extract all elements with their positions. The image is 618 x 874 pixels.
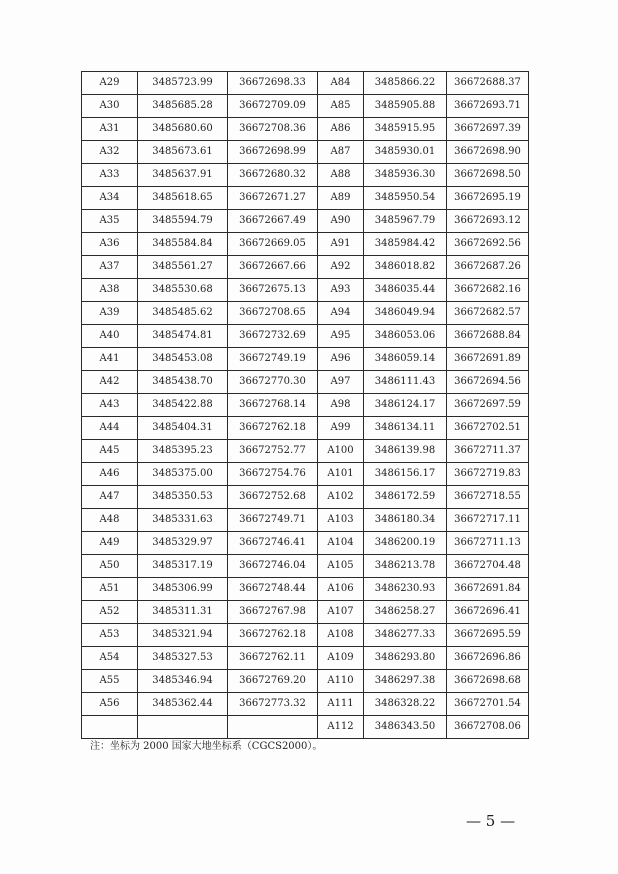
x-coordinate-cell (138, 716, 228, 739)
y-coordinate-cell: 36672708.06 (447, 716, 529, 739)
y-coordinate-cell: 36672695.19 (447, 187, 529, 210)
y-coordinate-cell: 36672691.84 (447, 578, 529, 601)
y-coordinate-cell: 36672698.68 (447, 670, 529, 693)
point-id-cell: A96 (318, 348, 364, 371)
x-coordinate-cell: 3486180.34 (364, 509, 447, 532)
point-id-cell: A94 (318, 302, 364, 325)
y-coordinate-cell: 36672688.84 (447, 325, 529, 348)
point-id-cell: A56 (82, 693, 138, 716)
x-coordinate-cell: 3485866.22 (364, 72, 447, 95)
point-id-cell: A90 (318, 210, 364, 233)
table-row (82, 578, 529, 601)
point-id-cell: A92 (318, 256, 364, 279)
table-row (82, 348, 529, 371)
point-id-cell: A40 (82, 325, 138, 348)
y-coordinate-cell: 36672671.27 (228, 187, 318, 210)
y-coordinate-cell: 36672697.39 (447, 118, 529, 141)
point-id-cell: A39 (82, 302, 138, 325)
y-coordinate-cell: 36672667.66 (228, 256, 318, 279)
x-coordinate-cell: 3486049.94 (364, 302, 447, 325)
table-row (82, 279, 529, 302)
point-id-cell: A111 (318, 693, 364, 716)
y-coordinate-cell: 36672669.05 (228, 233, 318, 256)
point-id-cell: A53 (82, 624, 138, 647)
y-coordinate-cell: 36672767.98 (228, 601, 318, 624)
point-id-cell: A91 (318, 233, 364, 256)
x-coordinate-cell: 3486053.06 (364, 325, 447, 348)
x-coordinate-cell: 3485594.79 (138, 210, 228, 233)
x-coordinate-cell: 3485915.95 (364, 118, 447, 141)
y-coordinate-cell: 36672749.71 (228, 509, 318, 532)
y-coordinate-cell: 36672746.41 (228, 532, 318, 555)
y-coordinate-cell: 36672682.57 (447, 302, 529, 325)
y-coordinate-cell: 36672694.56 (447, 371, 529, 394)
x-coordinate-cell: 3486059.14 (364, 348, 447, 371)
point-id-cell: A54 (82, 647, 138, 670)
table-row (82, 601, 529, 624)
point-id-cell: A34 (82, 187, 138, 210)
point-id-cell: A102 (318, 486, 364, 509)
y-coordinate-cell: 36672698.90 (447, 141, 529, 164)
point-id-cell: A103 (318, 509, 364, 532)
table-row (82, 187, 529, 210)
x-coordinate-cell: 3486134.11 (364, 417, 447, 440)
point-id-cell: A109 (318, 647, 364, 670)
table-row (82, 95, 529, 118)
point-id-cell: A98 (318, 394, 364, 417)
table-row (82, 716, 529, 739)
y-coordinate-cell: 36672711.13 (447, 532, 529, 555)
x-coordinate-cell: 3485561.27 (138, 256, 228, 279)
y-coordinate-cell: 36672762.11 (228, 647, 318, 670)
x-coordinate-cell: 3485346.94 (138, 670, 228, 693)
coordinate-table (81, 71, 529, 739)
y-coordinate-cell: 36672732.69 (228, 325, 318, 348)
point-id-cell: A52 (82, 601, 138, 624)
point-id-cell: A43 (82, 394, 138, 417)
x-coordinate-cell: 3486343.50 (364, 716, 447, 739)
table-row (82, 532, 529, 555)
y-coordinate-cell: 36672718.55 (447, 486, 529, 509)
x-coordinate-cell: 3485930.01 (364, 141, 447, 164)
x-coordinate-cell: 3485395.23 (138, 440, 228, 463)
y-coordinate-cell: 36672769.20 (228, 670, 318, 693)
table-row (82, 555, 529, 578)
y-coordinate-cell: 36672693.12 (447, 210, 529, 233)
y-coordinate-cell: 36672768.14 (228, 394, 318, 417)
x-coordinate-cell: 3485673.61 (138, 141, 228, 164)
x-coordinate-cell: 3486297.38 (364, 670, 447, 693)
point-id-cell: A101 (318, 463, 364, 486)
x-coordinate-cell: 3485317.19 (138, 555, 228, 578)
point-id-cell: A46 (82, 463, 138, 486)
point-id-cell: A38 (82, 279, 138, 302)
y-coordinate-cell: 36672667.49 (228, 210, 318, 233)
x-coordinate-cell: 3485438.70 (138, 371, 228, 394)
table-row (82, 624, 529, 647)
point-id-cell: A29 (82, 72, 138, 95)
y-coordinate-cell: 36672752.68 (228, 486, 318, 509)
point-id-cell (82, 716, 138, 739)
y-coordinate-cell: 36672696.41 (447, 601, 529, 624)
y-coordinate-cell (228, 716, 318, 739)
point-id-cell: A95 (318, 325, 364, 348)
x-coordinate-cell: 3485404.31 (138, 417, 228, 440)
y-coordinate-cell: 36672762.18 (228, 624, 318, 647)
x-coordinate-cell: 3485950.54 (364, 187, 447, 210)
y-coordinate-cell: 36672696.86 (447, 647, 529, 670)
y-coordinate-cell: 36672682.16 (447, 279, 529, 302)
x-coordinate-cell: 3485321.94 (138, 624, 228, 647)
y-coordinate-cell: 36672680.32 (228, 164, 318, 187)
point-id-cell: A112 (318, 716, 364, 739)
table-row (82, 693, 529, 716)
table-row (82, 440, 529, 463)
table-row (82, 486, 529, 509)
y-coordinate-cell: 36672708.65 (228, 302, 318, 325)
table-row (82, 233, 529, 256)
x-coordinate-cell: 3486035.44 (364, 279, 447, 302)
point-id-cell: A49 (82, 532, 138, 555)
x-coordinate-cell: 3485311.31 (138, 601, 228, 624)
point-id-cell: A85 (318, 95, 364, 118)
point-id-cell: A106 (318, 578, 364, 601)
x-coordinate-cell: 3485350.53 (138, 486, 228, 509)
point-id-cell: A33 (82, 164, 138, 187)
y-coordinate-cell: 36672698.33 (228, 72, 318, 95)
y-coordinate-cell: 36672691.89 (447, 348, 529, 371)
point-id-cell: A50 (82, 555, 138, 578)
x-coordinate-cell: 3485618.65 (138, 187, 228, 210)
x-coordinate-cell: 3485905.88 (364, 95, 447, 118)
point-id-cell: A84 (318, 72, 364, 95)
table-row (82, 256, 529, 279)
y-coordinate-cell: 36672749.19 (228, 348, 318, 371)
table-row (82, 371, 529, 394)
point-id-cell: A110 (318, 670, 364, 693)
y-coordinate-cell: 36672692.56 (447, 233, 529, 256)
table-row (82, 141, 529, 164)
x-coordinate-cell: 3485375.00 (138, 463, 228, 486)
point-id-cell: A42 (82, 371, 138, 394)
x-coordinate-cell: 3486277.33 (364, 624, 447, 647)
x-coordinate-cell: 3485984.42 (364, 233, 447, 256)
y-coordinate-cell: 36672695.59 (447, 624, 529, 647)
x-coordinate-cell: 3485680.60 (138, 118, 228, 141)
point-id-cell: A108 (318, 624, 364, 647)
point-id-cell: A31 (82, 118, 138, 141)
table-row (82, 72, 529, 95)
point-id-cell: A99 (318, 417, 364, 440)
x-coordinate-cell: 3486156.17 (364, 463, 447, 486)
x-coordinate-cell: 3485637.91 (138, 164, 228, 187)
y-coordinate-cell: 36672762.18 (228, 417, 318, 440)
point-id-cell: A35 (82, 210, 138, 233)
point-id-cell: A89 (318, 187, 364, 210)
y-coordinate-cell: 36672770.30 (228, 371, 318, 394)
point-id-cell: A87 (318, 141, 364, 164)
table-row (82, 210, 529, 233)
point-id-cell: A104 (318, 532, 364, 555)
x-coordinate-cell: 3485453.08 (138, 348, 228, 371)
table-row (82, 509, 529, 532)
point-id-cell: A37 (82, 256, 138, 279)
y-coordinate-cell: 36672711.37 (447, 440, 529, 463)
x-coordinate-cell: 3486200.19 (364, 532, 447, 555)
y-coordinate-cell: 36672698.99 (228, 141, 318, 164)
y-coordinate-cell: 36672773.32 (228, 693, 318, 716)
point-id-cell: A107 (318, 601, 364, 624)
x-coordinate-cell: 3485723.99 (138, 72, 228, 95)
x-coordinate-cell: 3486111.43 (364, 371, 447, 394)
point-id-cell: A55 (82, 670, 138, 693)
x-coordinate-cell: 3486328.22 (364, 693, 447, 716)
point-id-cell: A88 (318, 164, 364, 187)
table-row (82, 302, 529, 325)
x-coordinate-cell: 3485530.68 (138, 279, 228, 302)
x-coordinate-cell: 3486124.17 (364, 394, 447, 417)
y-coordinate-cell: 36672693.71 (447, 95, 529, 118)
y-coordinate-cell: 36672675.13 (228, 279, 318, 302)
point-id-cell: A51 (82, 578, 138, 601)
table-row (82, 417, 529, 440)
point-id-cell: A47 (82, 486, 138, 509)
point-id-cell: A48 (82, 509, 138, 532)
x-coordinate-cell: 3485422.88 (138, 394, 228, 417)
y-coordinate-cell: 36672688.37 (447, 72, 529, 95)
point-id-cell: A97 (318, 371, 364, 394)
y-coordinate-cell: 36672746.04 (228, 555, 318, 578)
coordinate-system-note: 注：坐标为 2000 国家大地坐标系（CGCS2000）。 (90, 741, 323, 752)
y-coordinate-cell: 36672719.83 (447, 463, 529, 486)
y-coordinate-cell: 36672704.48 (447, 555, 529, 578)
y-coordinate-cell: 36672702.51 (447, 417, 529, 440)
point-id-cell: A41 (82, 348, 138, 371)
table-row (82, 647, 529, 670)
y-coordinate-cell: 36672717.11 (447, 509, 529, 532)
x-coordinate-cell: 3485485.62 (138, 302, 228, 325)
table-row (82, 463, 529, 486)
point-id-cell: A105 (318, 555, 364, 578)
x-coordinate-cell: 3486018.82 (364, 256, 447, 279)
y-coordinate-cell: 36672698.50 (447, 164, 529, 187)
point-id-cell: A100 (318, 440, 364, 463)
x-coordinate-cell: 3485327.53 (138, 647, 228, 670)
x-coordinate-cell: 3485331.63 (138, 509, 228, 532)
x-coordinate-cell: 3485685.28 (138, 95, 228, 118)
table-row (82, 118, 529, 141)
x-coordinate-cell: 3486213.78 (364, 555, 447, 578)
table-row (82, 670, 529, 693)
x-coordinate-cell: 3485329.97 (138, 532, 228, 555)
x-coordinate-cell: 3486258.27 (364, 601, 447, 624)
y-coordinate-cell: 36672752.77 (228, 440, 318, 463)
y-coordinate-cell: 36672709.09 (228, 95, 318, 118)
y-coordinate-cell: 36672754.76 (228, 463, 318, 486)
x-coordinate-cell: 3486172.59 (364, 486, 447, 509)
x-coordinate-cell: 3485936.30 (364, 164, 447, 187)
y-coordinate-cell: 36672708.36 (228, 118, 318, 141)
point-id-cell: A45 (82, 440, 138, 463)
coordinate-table-body (82, 72, 529, 739)
point-id-cell: A36 (82, 233, 138, 256)
y-coordinate-cell: 36672697.59 (447, 394, 529, 417)
y-coordinate-cell: 36672701.54 (447, 693, 529, 716)
y-coordinate-cell: 36672687.26 (447, 256, 529, 279)
x-coordinate-cell: 3485306.99 (138, 578, 228, 601)
page-number: — 5 — (466, 812, 516, 830)
point-id-cell: A86 (318, 118, 364, 141)
point-id-cell: A93 (318, 279, 364, 302)
x-coordinate-cell: 3485967.79 (364, 210, 447, 233)
x-coordinate-cell: 3485474.81 (138, 325, 228, 348)
table-row (82, 164, 529, 187)
x-coordinate-cell: 3486139.98 (364, 440, 447, 463)
point-id-cell: A44 (82, 417, 138, 440)
x-coordinate-cell: 3486230.93 (364, 578, 447, 601)
y-coordinate-cell: 36672748.44 (228, 578, 318, 601)
table-row (82, 394, 529, 417)
point-id-cell: A32 (82, 141, 138, 164)
x-coordinate-cell: 3485362.44 (138, 693, 228, 716)
x-coordinate-cell: 3485584.84 (138, 233, 228, 256)
x-coordinate-cell: 3486293.80 (364, 647, 447, 670)
point-id-cell: A30 (82, 95, 138, 118)
table-row (82, 325, 529, 348)
